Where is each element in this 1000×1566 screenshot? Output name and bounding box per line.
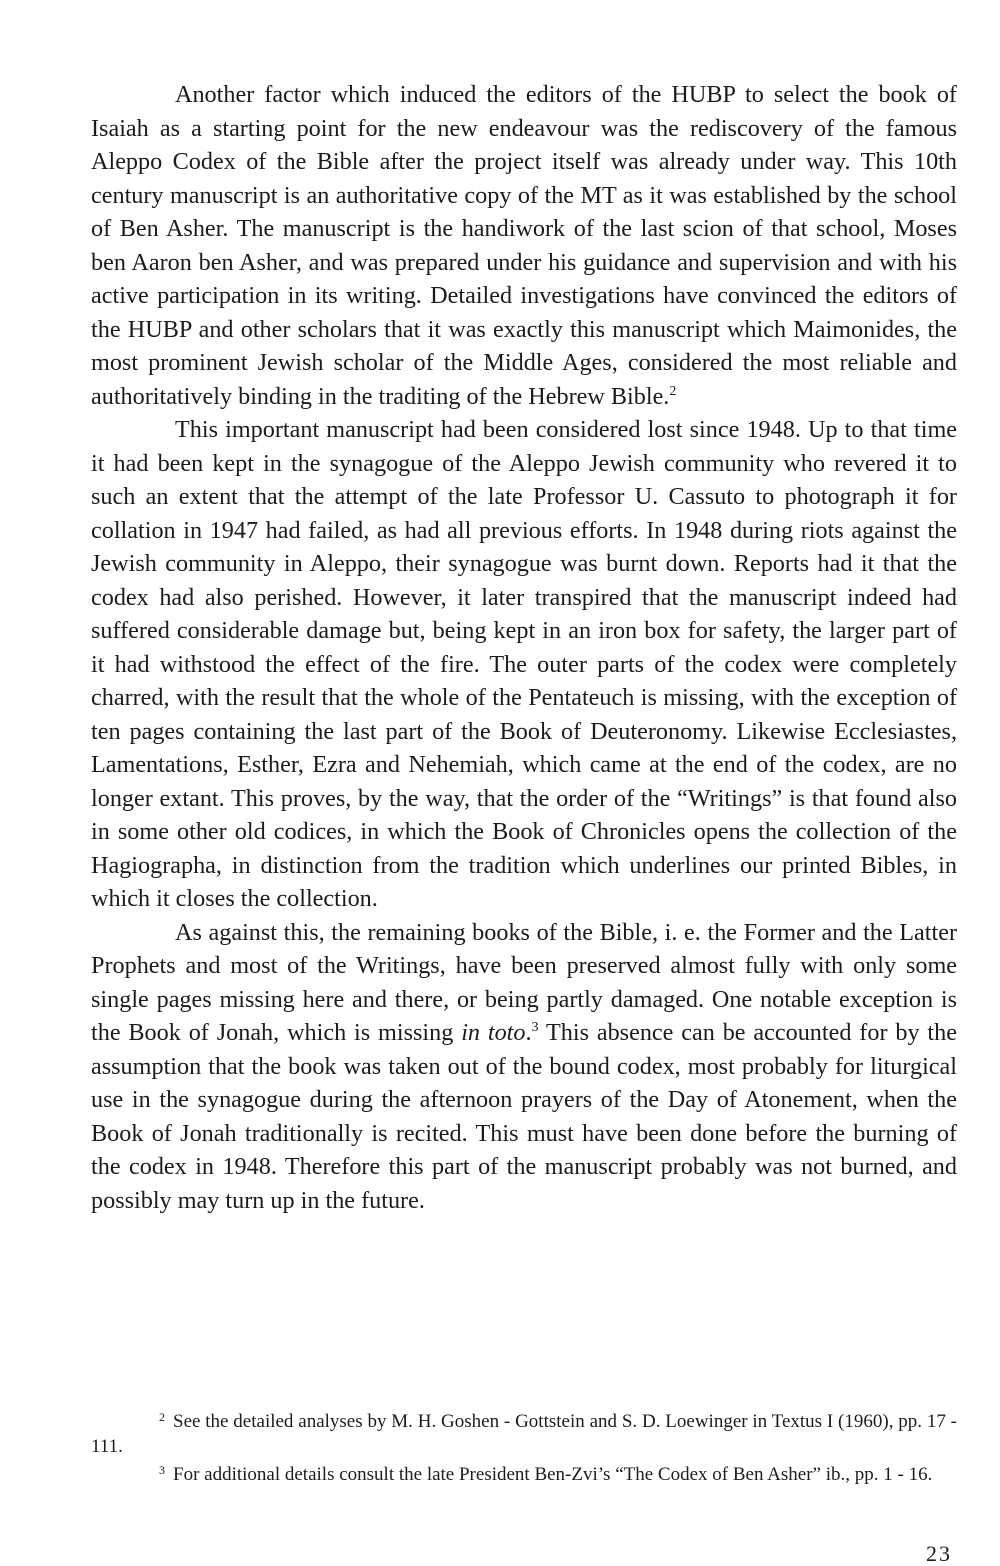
footnote-2 — [91, 1410, 957, 1459]
body-text — [91, 78, 957, 1217]
paragraph-1-text: Another factor which induced the editors of the HUBP to select the book of Isaiah as a starting point for the new endeavour was the rediscovery of the famous Aleppo Codex of the Bible after the project itself was already under way. This 10th century manuscript is an authoritative copy of the MT as it was established by the school of Ben Asher. The manuscript is the handiwork of the last scion of that school, Moses ben Aaron ben Asher, and was prepared under his guidance and supervision and with his active participation in its writing. Detailed investigations have convinced the editors of the HUBP and other scholars that it was exactly this manuscript which Maimonides, the most prominent Jewish scholar of the Middle Ages, considered the most reliable and authoritatively binding in the traditing of the Hebrew Bible. — [91, 81, 957, 410]
footnotes — [91, 1410, 957, 1488]
paragraph-3-period: . — [525, 1019, 532, 1046]
footnote-2-marker: 2 — [159, 1410, 165, 1424]
footnote-reference-2: 2 — [669, 383, 677, 399]
footnote-3 — [91, 1463, 957, 1488]
paragraph-3-italic-phrase: in toto — [461, 1019, 526, 1046]
page-number: 23 — [926, 1541, 952, 1566]
footnote-3-text: For additional details consult the late President Ben-Zvi’s “The Codex of Ben Asher” ib., pp. 1 - 16. — [173, 1464, 933, 1485]
footnote-2-text: See the detailed analyses by M. H. Goshen - Gottstein and S. D. Loewinger in Textus I (1960), pp. 17 - 111. — [91, 1411, 957, 1457]
paragraph-3 — [91, 916, 957, 1218]
paragraph-3-text-start: As against this, the remaining books of the Bible, i. e. the Former and the Latter Prophets and most of the Writings, have been preserved almost fully with only some single pages missing here and there, or being partly damaged. One notable exception is the Book of Jonah, which is missing — [91, 918, 957, 1046]
footnote-3-marker: 3 — [159, 1463, 165, 1477]
paragraph-2 — [91, 413, 957, 916]
paragraph-3-text-end: This absence can be accounted for by the assumption that the book was taken out of the bound codex, most probably for liturgical use in the synagogue during the afternoon prayers of the Day of Atonement, when the Book of Jonah traditionally is recited. This must have been done before the burning of the codex in 1948. Therefore this part of the manuscript probably was not burned, and possibly may turn up in the future. — [91, 1019, 957, 1214]
paragraph-2-text: This important manuscript had been considered lost since 1948. Up to that time it had been kept in the synagogue of the Aleppo Jewish community who revered it to such an extent that the attempt of the late Professor U. Cassuto to photograph it for collation in 1947 had failed, as had all previous efforts. In 1948 during riots against the Jewish community in Aleppo, their synagogue was burnt down. Reports had it that the codex had also perished. However, it later transpired that the manuscript indeed had suffered considerable damage but, being kept in an iron box for safety, the larger part of it had withstood the effect of the fire. The outer parts of the codex were completely charred, with the result that the whole of the Pentateuch is missing, with the exception of ten pages containing the last part of the Book of Deuteronomy. Likewise Ecclesiastes, Lamentations, Esther, Ezra and Nehemiah, which came at the end of the codex, are no longer extant. This proves, by the way, that the order of the “Writings” is that found also in some other old codices, in which the Book of Chronicles opens the collection of the Hagiographa, in distinction from the tradition which underlines our printed Bibles, in which it closes the collection. — [91, 416, 957, 912]
footnote-reference-3: 3 — [531, 1020, 539, 1035]
paragraph-1 — [91, 78, 957, 413]
